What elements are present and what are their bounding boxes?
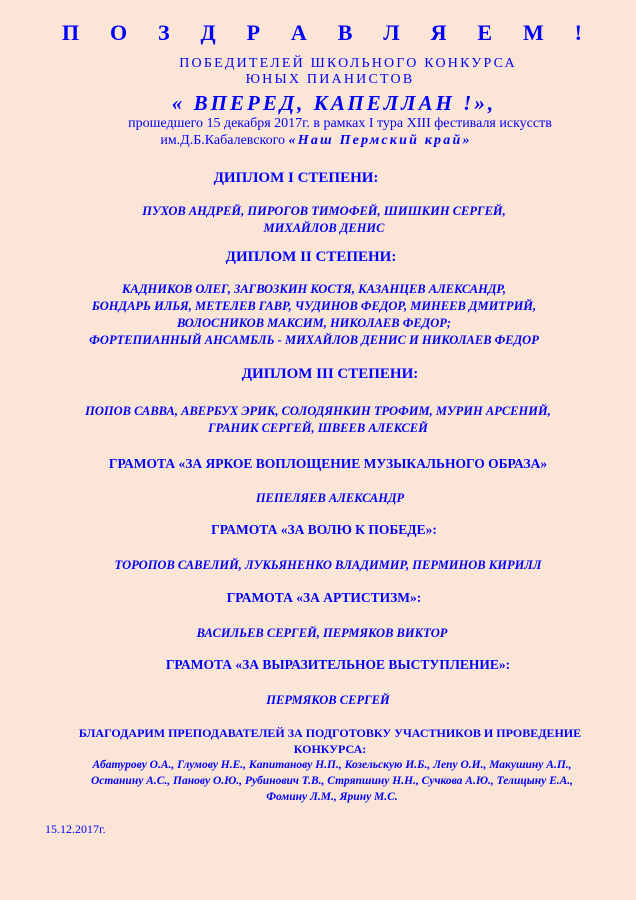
festival-name: «Наш Пермский край» (288, 133, 472, 148)
subtitle-line1: ПОБЕДИТЕЛЕЙ ШКОЛЬНОГО КОНКУРСА (179, 56, 517, 71)
title-letter: Д (200, 20, 216, 45)
title-letter: Я (430, 20, 447, 45)
names-line: БОНДАРЬ ИЛЬЯ, МЕТЕЛЕВ ГАВР, ЧУДИНОВ ФЕДОР, МИНЕЕВ ДМИТРИЙ, (91, 299, 537, 313)
title-letter: В (337, 20, 353, 45)
gramota2-names: ТОРОПОВ САВЕЛИЙ, ЛУКЬЯНЕНКО ВЛАДИМИР, ПЕРМИНОВ КИРИЛЛ (114, 558, 542, 572)
gramota1-names: ПЕПЕЛЯЕВ АЛЕКСАНДР (255, 491, 405, 505)
names-line: ПОПОВ САВВА, АВЕРБУХ ЭРИК, СОЛОДЯНКИН ТРОФИМ, МУРИН АРСЕНИЙ, (85, 404, 551, 418)
subtitle-line2: ЮНЫХ ПИАНИСТОВ (245, 72, 415, 87)
thanks-line2: КОНКУРСА: (293, 742, 367, 756)
title-letter: О (110, 20, 128, 45)
info-line1: прошедшего 15 декабря 2017г. в рамках I тура XIII фестиваля искусств (128, 116, 552, 131)
gramota3-heading: ГРАМОТА «ЗА АРТИСТИЗМ»: (226, 590, 422, 605)
thanks-line1: БЛАГОДАРИМ ПРЕПОДАВАТЕЛЕЙ ЗА ПОДГОТОВКУ УЧАСТНИКОВ И ПРОВЕДЕНИЕ (78, 726, 582, 740)
names-line: КАДНИКОВ ОЛЕГ, ЗАГВОЗКИН КОСТЯ, КАЗАНЦЕВ АЛЕКСАНДР, (121, 282, 507, 296)
diploma1-heading: ДИПЛОМ I СТЕПЕНИ: (213, 170, 379, 186)
title-letter: Р (246, 20, 261, 45)
diploma2-names (0, 281, 632, 349)
gramota4-names: ПЕРМЯКОВ СЕРГЕЙ (266, 693, 390, 707)
teachers-line: Абатурову О.А., Глумову Н.Е., Капитанову Н.П., Козельскую И.Б., Лепу О.И., Макушину А.П., (92, 759, 572, 771)
congratulations-title (62, 20, 582, 46)
diploma2-heading: ДИПЛОМ II СТЕПЕНИ: (225, 249, 397, 265)
gramota3-names: ВАСИЛЬЕВ СЕРГЕЙ, ПЕРМЯКОВ ВИКТОР (196, 626, 448, 640)
info-line2 (0, 133, 634, 149)
gramota1-heading: ГРАМОТА «ЗА ЯРКОЕ ВОПЛОЩЕНИЕ МУЗЫКАЛЬНОГО ОБРАЗА» (108, 456, 548, 471)
thanks-block (12, 725, 636, 757)
teachers-line: Останину А.С., Панову О.Ю., Рубинович Т.В., Стряпшину Н.Н., Сучкова А.Ю., Телицыну Е.А., (90, 775, 574, 787)
contest-name: « ВПЕРЕД, КАПЕЛЛАН !», (171, 91, 497, 115)
title-letter: ! (574, 20, 582, 45)
title-letter: Л (383, 20, 400, 45)
document-date: 15.12.2017г. (45, 822, 106, 836)
title-letter: П (62, 20, 80, 45)
title-letter: З (158, 20, 170, 45)
gramota4-heading: ГРАМОТА «ЗА ВЫРАЗИТЕЛЬНОЕ ВЫСТУПЛЕНИЕ»: (165, 657, 511, 672)
teachers-line: Фомину Л.М., Ярину М.С. (266, 791, 398, 803)
title-letter: А (290, 20, 307, 45)
teachers-list (14, 757, 636, 805)
diploma3-names (0, 403, 636, 437)
title-letter: Е (477, 20, 493, 45)
names-line: МИХАЙЛОВ ДЕНИС (263, 221, 385, 235)
names-line: ГРАНИК СЕРГЕЙ, ШВЕЕВ АЛЕКСЕЙ (208, 421, 428, 435)
names-line: ПУХОВ АНДРЕЙ, ПИРОГОВ ТИМОФЕЙ, ШИШКИН СЕРГЕЙ, (142, 204, 506, 218)
diploma3-heading: ДИПЛОМ III СТЕПЕНИ: (241, 366, 419, 382)
title-letter: М (522, 20, 544, 45)
info-line2-prefix: им.Д.Б.Кабалевского (160, 133, 289, 148)
names-line: ВОЛОСНИКОВ МАКСИМ, НИКОЛАЕВ ФЕДОР; (176, 316, 452, 330)
diploma1-names (6, 203, 636, 237)
names-line: ФОРТЕПИАННЫЙ АНСАМБЛЬ - МИХАЙЛОВ ДЕНИС И НИКОЛАЕВ ФЕДОР (89, 333, 539, 347)
gramota2-heading: ГРАМОТА «ЗА ВОЛЮ К ПОБЕДЕ»: (211, 522, 437, 537)
